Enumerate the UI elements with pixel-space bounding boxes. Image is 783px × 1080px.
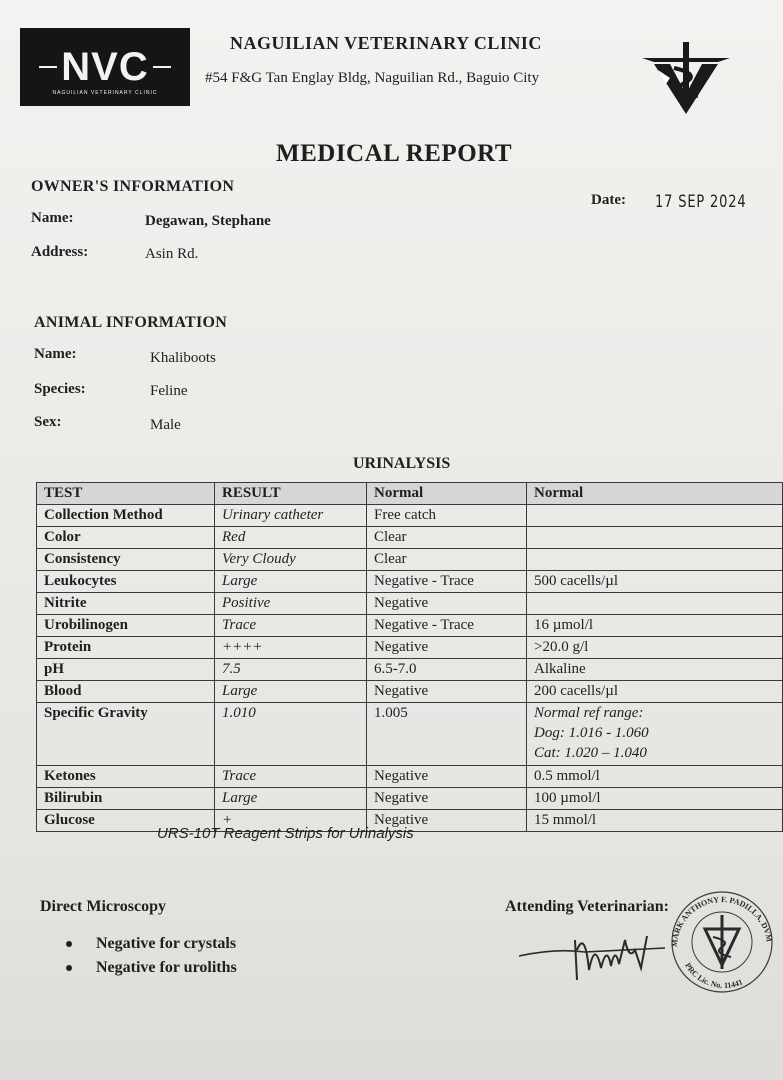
header-normal: Normal <box>367 483 527 505</box>
table-row <box>37 659 783 681</box>
list-item <box>66 956 237 980</box>
test-name: Ketones <box>37 766 215 788</box>
list-item <box>66 932 237 956</box>
header-result: RESULT <box>215 483 367 505</box>
test-name: Glucose <box>37 810 215 832</box>
test-result: Urinary catheter <box>215 505 367 527</box>
test-reference: 100 µmol/l <box>527 788 783 810</box>
animal-species-label: Species: <box>34 381 86 397</box>
animal-sex-label: Sex: <box>34 414 62 430</box>
date-value: 17 SEP 2024 <box>655 192 747 212</box>
test-reference: 16 µmol/l <box>527 615 783 637</box>
test-normal: Clear <box>367 527 527 549</box>
test-result: 1.010 <box>215 703 367 766</box>
test-name: Protein <box>37 637 215 659</box>
test-reference <box>527 593 783 615</box>
table-row <box>37 637 783 659</box>
test-reference: Alkaline <box>527 659 783 681</box>
test-reference: 15 mmol/l <box>527 810 783 832</box>
test-normal: Negative - Trace <box>367 571 527 593</box>
animal-section-title: ANIMAL INFORMATION <box>34 314 228 331</box>
test-name: Specific Gravity <box>37 703 215 766</box>
urinalysis-table <box>36 482 783 832</box>
seal-license-text: PRC Lic. No. 11441 <box>683 961 744 991</box>
test-name: Nitrite <box>37 593 215 615</box>
table-row <box>37 505 783 527</box>
bullet-icon <box>66 941 72 947</box>
test-name: pH <box>37 659 215 681</box>
table-row <box>37 703 783 766</box>
ref-range-cat: Cat: 1.020 – 1.040 <box>534 745 647 761</box>
test-name: Bilirubin <box>37 788 215 810</box>
ref-range-heading: Normal ref range: <box>534 705 644 721</box>
test-normal: Negative <box>367 593 527 615</box>
table-row <box>37 527 783 549</box>
test-result: Large <box>215 571 367 593</box>
animal-species-value: Feline <box>150 383 188 399</box>
table-row <box>37 571 783 593</box>
test-reference <box>527 703 783 766</box>
test-name: Collection Method <box>37 505 215 527</box>
owner-address-value: Asin Rd. <box>145 246 199 262</box>
table-row <box>37 788 783 810</box>
table-row <box>37 615 783 637</box>
test-normal: Clear <box>367 549 527 571</box>
test-name: Color <box>37 527 215 549</box>
logo-line-right <box>153 66 171 68</box>
test-normal: 6.5-7.0 <box>367 659 527 681</box>
logo-subtext: NAGUILIAN VETERINARY CLINIC <box>52 90 158 96</box>
test-reference: 200 cacells/µl <box>527 681 783 703</box>
clinic-logo <box>20 28 190 106</box>
urinalysis-title: URINALYSIS <box>353 455 451 472</box>
test-result: 7.5 <box>215 659 367 681</box>
owner-address-label: Address: <box>31 244 89 260</box>
test-normal: Negative <box>367 788 527 810</box>
microscopy-item: Negative for crystals <box>96 935 237 952</box>
test-result: ++++ <box>215 637 367 659</box>
microscopy-title: Direct Microscopy <box>40 898 167 915</box>
test-result: Trace <box>215 615 367 637</box>
animal-sex-value: Male <box>150 417 181 433</box>
ref-range-dog: Dog: 1.016 - 1.060 <box>534 725 649 741</box>
owner-name-value: Degawan, Stephane <box>145 213 271 229</box>
vet-seal-icon <box>665 885 780 1000</box>
table-row <box>37 766 783 788</box>
test-name: Consistency <box>37 549 215 571</box>
test-reference: 0.5 mmol/l <box>527 766 783 788</box>
header-test: TEST <box>37 483 215 505</box>
table-row <box>37 593 783 615</box>
test-normal: Negative <box>367 637 527 659</box>
seal-name-text: MARK ANTHONY F. PADILLA, DVM <box>669 894 774 948</box>
microscopy-list <box>66 932 237 980</box>
test-normal: Negative <box>367 766 527 788</box>
attending-vet-label: Attending Veterinarian: <box>505 898 669 915</box>
table-row <box>37 681 783 703</box>
table-header-row <box>37 483 783 505</box>
test-result: Large <box>215 788 367 810</box>
signature-icon <box>515 910 685 990</box>
header-normal-ref: Normal <box>527 483 783 505</box>
table-row <box>37 549 783 571</box>
test-result: Red <box>215 527 367 549</box>
logo-mark: NVC <box>61 44 149 89</box>
owner-section-title: OWNER'S INFORMATION <box>31 178 235 195</box>
veterinary-caduceus-icon <box>640 38 732 116</box>
microscopy-item: Negative for uroliths <box>96 959 237 976</box>
test-name: Urobilinogen <box>37 615 215 637</box>
test-result: Positive <box>215 593 367 615</box>
test-result: Trace <box>215 766 367 788</box>
test-name: Leukocytes <box>37 571 215 593</box>
reagent-strip-note: URS-10T Reagent Strips for Urinalysis <box>157 825 414 842</box>
owner-name-label: Name: <box>31 210 74 226</box>
animal-name-label: Name: <box>34 346 77 362</box>
test-result: Very Cloudy <box>215 549 367 571</box>
test-reference <box>527 505 783 527</box>
test-normal: Negative <box>367 681 527 703</box>
report-title: MEDICAL REPORT <box>276 140 513 167</box>
clinic-address: #54 F&G Tan Englay Bldg, Naguilian Rd., Baguio City <box>205 70 540 86</box>
date-label: Date: <box>591 192 626 208</box>
clinic-name: NAGUILIAN VETERINARY CLINIC <box>230 33 542 53</box>
test-name: Blood <box>37 681 215 703</box>
animal-name-value: Khaliboots <box>150 350 216 366</box>
test-reference: 500 cacells/µl <box>527 571 783 593</box>
test-reference <box>527 549 783 571</box>
test-normal: Negative <box>367 810 527 832</box>
test-normal: 1.005 <box>367 703 527 766</box>
test-result: + <box>215 810 367 832</box>
test-reference <box>527 527 783 549</box>
test-normal: Free catch <box>367 505 527 527</box>
bullet-icon <box>66 965 72 971</box>
logo-line-left <box>39 66 57 68</box>
test-result: Large <box>215 681 367 703</box>
test-reference: >20.0 g/l <box>527 637 783 659</box>
test-normal: Negative - Trace <box>367 615 527 637</box>
